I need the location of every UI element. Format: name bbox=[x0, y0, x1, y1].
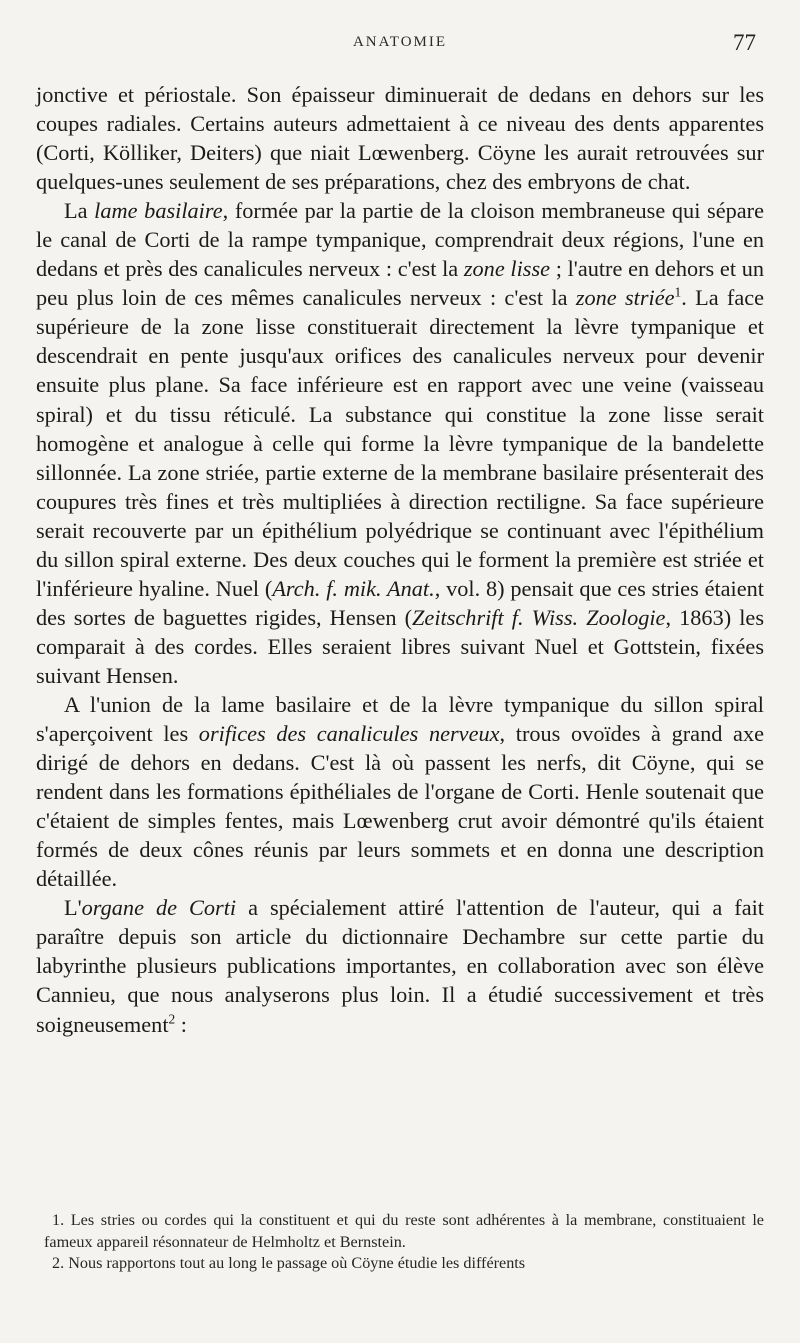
text-run: ; l'autre en dehors et un peu plus loin de ces mêmes canalicules nerveux : c'est la bbox=[36, 256, 764, 311]
running-head bbox=[0, 30, 800, 60]
term-zone-lisse: zone lisse bbox=[463, 256, 551, 282]
running-title: ANATOMIE bbox=[352, 34, 448, 50]
text-run: A l'union de la lame basilaire et de la lèvre tympanique du sillon spiral s'aperçoivent les bbox=[36, 691, 764, 747]
term-organe-de-corti: organe de Corti bbox=[81, 895, 237, 921]
term-lame-basilaire: lame basilaire bbox=[94, 198, 223, 224]
text-run: : bbox=[175, 1011, 187, 1037]
footnote-ref-2[interactable]: 2 bbox=[168, 1010, 176, 1026]
text-run: . La face supérieure de la zone lisse constituerait directement la lèvre tympanique et descendrait en pente jusqu'aux orifices des canalicules nerveux pour devenir ensuite plus plane. Sa face inférieure est en rapport avec une veine (vaisseau spiral) et du tissu réticulé. La substance qui constitue la zone lisse serait homogène et analogue à celle qui forme la lèvre tympanique de la bandelette sillonnée. La zone striée, partie externe de la membrane basilaire présenterait des coupures très fines et très multipliées à direction rectiligne. Sa face supérieure serait recouverte par un épithélium polyédrique se continuant avec l'épithélium du sillon spiral externe. Des deux couches qui le forment la première est striée et l'inférieure hyaline. Nuel ( bbox=[36, 285, 765, 601]
text-run: , vol. 8) pensait que ces stries étaient des sortes de baguettes rigides, Hensen ( bbox=[36, 575, 764, 630]
text-run: a spécialement attiré l'attention de l'auteur, qui a fait paraître depuis son article du dictionnaire Dechambre sur cette partie du labyrinthe plusieurs publications importantes, en collaboration avec son élève Cannieu, que nous analyserons plus loin. Il a étudié successivement et très soigneusement bbox=[36, 895, 765, 1037]
footnote-ref-1[interactable]: 1 bbox=[674, 284, 682, 300]
paragraph-orifices bbox=[36, 690, 764, 893]
footnote-1: 1. Les stries ou cordes qui la constituent et qui du reste sont adhérentes à la membrane, constituaient le fameux appareil résonnateur de Helmholtz et Bernstein. bbox=[44, 1211, 764, 1251]
body-text bbox=[36, 80, 764, 1039]
term-zone-striee: zone striée bbox=[575, 285, 675, 311]
footnote-2: 2. Nous rapportons tout au long le passage où Cöyne étudie les différents bbox=[52, 1254, 526, 1272]
paragraph-1-text: jonctive et périostale. Son épaisseur diminuerait de dedans en dehors sur les coupes radiales. Certains auteurs admettaient à ce niveau des dents apparentes (Corti, Kölliker, Deiters) que niait Lœwenberg. Cöyne les aurait retrouvées sur quelques-unes seulement de ses préparations, chez des embryons de chat. bbox=[36, 82, 764, 195]
citation-arch-mik-anat: Arch. f. mik. Anat. bbox=[272, 575, 435, 601]
footnotes bbox=[44, 1210, 764, 1275]
paragraph-lame-basilaire bbox=[36, 196, 764, 690]
text-run: , 1863) les comparait à des cordes. Elles seraient libres suivant Nuel et Gottstein, fixées suivant Hensen. bbox=[36, 604, 764, 688]
paragraph-organe-de-corti bbox=[36, 893, 764, 1038]
text-run: La bbox=[64, 198, 95, 224]
term-orifices-canalicules: orifices des canalicules nerveux bbox=[198, 721, 500, 747]
text-run: L' bbox=[64, 895, 82, 921]
citation-zeitschrift: Zeitschrift f. Wiss. Zoologie bbox=[412, 604, 666, 630]
text-run: , trous ovoïdes à grand axe dirigé de dehors en dedans. C'est là où passent les nerfs, dit Cöyne, qui se rendent dans les formations épithéliales de l'organe de Corti. Henle soutenait que c'étaient de simples fentes, mais Lœwenberg crut avoir démontré qu'ils étaient formés de deux cônes réunis par leurs sommets et en donna une description détaillée. bbox=[36, 721, 764, 892]
page-number: 77 bbox=[733, 30, 756, 55]
paragraph-1 bbox=[36, 80, 764, 196]
text-run: , formée par la partie de la cloison membraneuse qui sépare le canal de Corti de la rampe tympanique, comprendrait deux régions, l'une en dedans et près des canalicules nerveux : c'est la bbox=[36, 198, 764, 282]
